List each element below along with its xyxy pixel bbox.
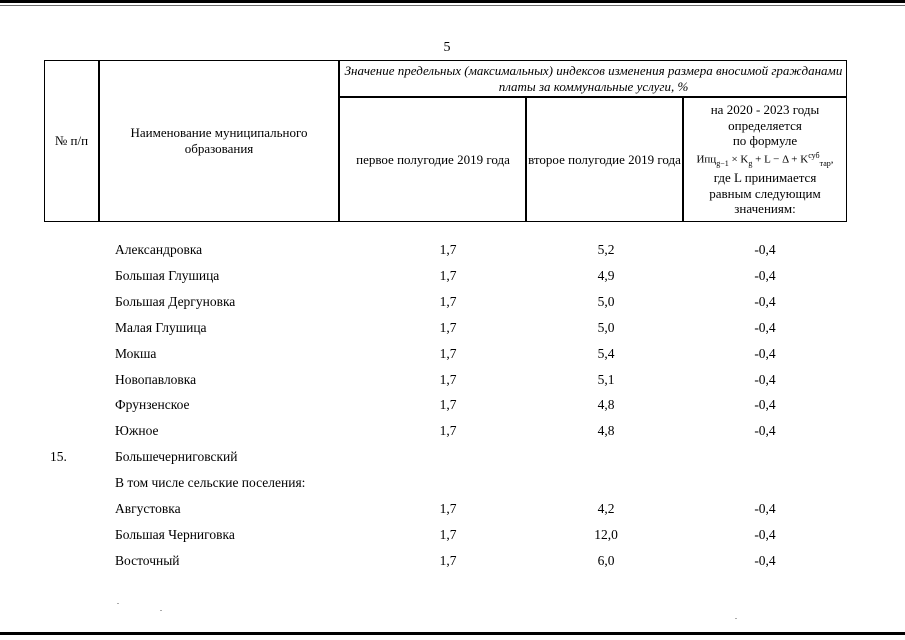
value-first-half-2019: 1,7 (439, 527, 457, 542)
value-l-2020-2023: -0,4 (754, 423, 776, 438)
municipality-name: Августовка (115, 501, 181, 516)
table-row (0, 475, 905, 497)
header-col-name: Наименование муниципального образования (130, 125, 308, 156)
value-first-half-2019: 1,7 (439, 320, 457, 335)
top-rule (0, 0, 905, 3)
header-2020-line5: где L принимается (713, 170, 817, 186)
municipality-name: В том числе сельские поселения: (115, 475, 306, 490)
municipality-name: Восточный (115, 553, 180, 568)
scan-speck (735, 618, 737, 619)
table-row (0, 294, 905, 316)
table-row (0, 372, 905, 394)
value-l-2020-2023: -0,4 (754, 242, 776, 257)
table-row (0, 268, 905, 290)
value-first-half-2019: 1,7 (439, 397, 457, 412)
header-col-num: № п/п (54, 133, 89, 148)
value-first-half-2019: 1,7 (439, 501, 457, 516)
value-l-2020-2023: -0,4 (754, 268, 776, 283)
header-2020-formula: $Ипц_{g-1} \times K_g + L - \Delta + K^{суб}_{тар}$, (696, 150, 834, 168)
scan-speck (160, 610, 162, 611)
row-number: 15. (50, 449, 67, 464)
municipality-name: Большая Черниговка (115, 527, 235, 542)
value-second-half-2019: 5,2 (597, 242, 615, 257)
header-group-title: Значение предельных (максимальных) индексов изменения размера вносимой гражданами платы за коммунальные услуги, % (344, 63, 843, 94)
municipality-name: Южное (115, 423, 159, 438)
header-2020-line7: значениям: (734, 201, 796, 217)
value-second-half-2019: 4,2 (597, 501, 615, 516)
table-row (0, 423, 905, 445)
scan-speck (117, 603, 119, 604)
value-first-half-2019: 1,7 (439, 346, 457, 361)
table-row (0, 449, 905, 471)
value-second-half-2019: 4,9 (597, 268, 615, 283)
header-col-h2: второе полугодие 2019 года (528, 151, 681, 167)
table-row (0, 242, 905, 264)
header-2020-line3: по формуле (732, 133, 798, 149)
header-col-2020 (684, 98, 846, 221)
value-first-half-2019: 1,7 (439, 553, 457, 568)
value-first-half-2019: 1,7 (439, 242, 457, 257)
municipality-name: Фрунзенское (115, 397, 190, 412)
value-second-half-2019: 5,0 (597, 320, 615, 335)
header-2020-line6: равным следующим (709, 185, 821, 201)
value-second-half-2019: 5,4 (597, 346, 615, 361)
table-row (0, 553, 905, 575)
municipality-name: Новопавловка (115, 372, 197, 387)
value-first-half-2019: 1,7 (439, 294, 457, 309)
municipality-name: Большая Глушица (115, 268, 220, 283)
value-second-half-2019: 5,0 (597, 294, 615, 309)
table-row (0, 397, 905, 419)
table-row (0, 501, 905, 523)
table-row (0, 346, 905, 368)
value-l-2020-2023: -0,4 (754, 527, 776, 542)
value-first-half-2019: 1,7 (439, 423, 457, 438)
value-l-2020-2023: -0,4 (754, 372, 776, 387)
municipality-name: Малая Глушица (115, 320, 207, 335)
value-l-2020-2023: -0,4 (754, 501, 776, 516)
top-rule-thin (0, 5, 905, 6)
value-second-half-2019: 6,0 (597, 553, 615, 568)
value-first-half-2019: 1,7 (439, 372, 457, 387)
value-second-half-2019: 5,1 (597, 372, 615, 387)
table-header (44, 60, 847, 222)
value-second-half-2019: 4,8 (597, 423, 615, 438)
value-second-half-2019: 12,0 (594, 527, 618, 542)
bottom-rule (0, 632, 905, 635)
value-l-2020-2023: -0,4 (754, 553, 776, 568)
value-l-2020-2023: -0,4 (754, 346, 776, 361)
value-first-half-2019: 1,7 (439, 268, 457, 283)
header-2020-line2: определяется (728, 117, 802, 133)
value-second-half-2019: 4,8 (597, 397, 615, 412)
municipality-name: Мокша (115, 346, 157, 361)
value-l-2020-2023: -0,4 (754, 294, 776, 309)
header-2020-line1: на 2020 - 2023 годы (710, 102, 820, 118)
municipality-name: Большечерниговский (115, 449, 238, 464)
municipality-name: Александровка (115, 242, 203, 257)
value-l-2020-2023: -0,4 (754, 397, 776, 412)
table-row (0, 527, 905, 549)
page-number: 5 (443, 40, 451, 55)
municipality-name: Большая Дергуновка (115, 294, 236, 309)
value-l-2020-2023: -0,4 (754, 320, 776, 335)
header-col-h1: первое полугодие 2019 года (356, 151, 510, 167)
table-row (0, 320, 905, 342)
